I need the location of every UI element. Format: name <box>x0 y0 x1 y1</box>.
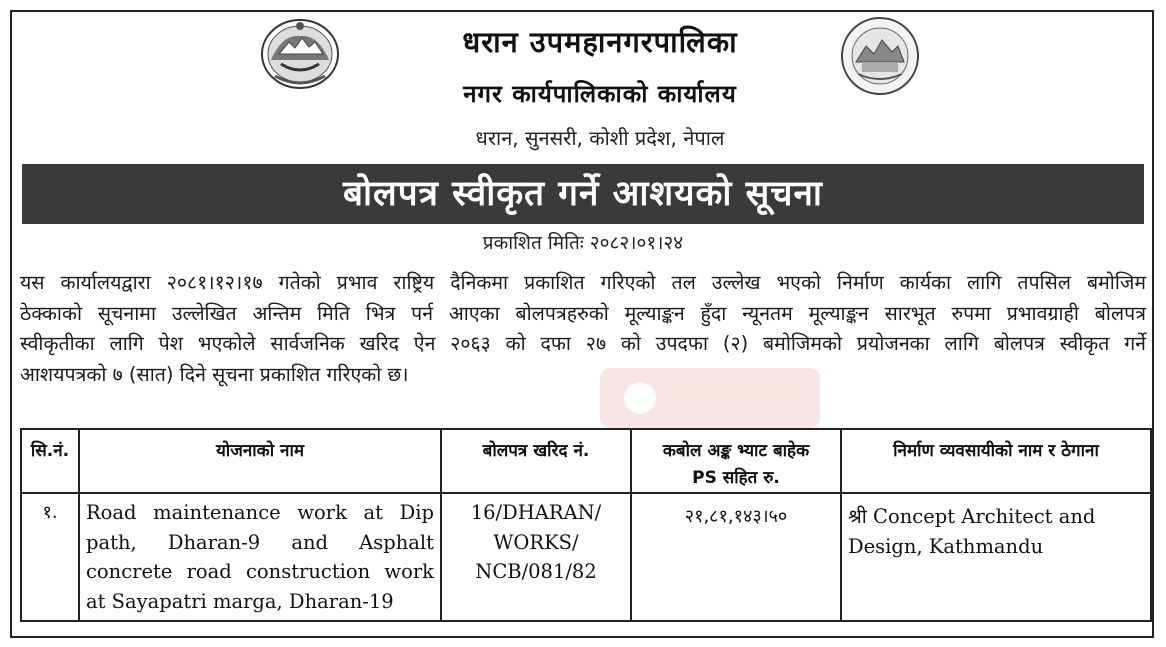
page-subtitle: नगर कार्यपालिकाको कार्यालय <box>463 80 737 108</box>
notice-body-line: स्वीकृतीका लागि पेश भएकोले सार्वजनिक खरिद ऐन २०६३ को दफा २७ को उपदफा (२) बमोजिमको प्रयोजनका लागि बोलपत्र स्वीकृत गर्ने <box>20 332 1146 355</box>
cell-sn: १. <box>21 493 79 621</box>
watermark-icon <box>600 368 820 428</box>
cell-project-name: Road maintenance work at Dip path, Dharan-9 and Asphalt concrete road construction work at Sayapatri marga, Dharan-19 <box>79 493 441 621</box>
notice-body-line: आशयपत्रको ७ (सात) दिने सूचना प्रकाशित गरिएको छ। <box>20 362 409 386</box>
col-header-amount <box>631 429 841 493</box>
notice-body <box>20 268 1146 390</box>
table-header-row <box>21 429 1151 493</box>
col-header-amount-line2: PS सहित रु. <box>692 468 780 488</box>
col-header-project-name: योजनाको नाम <box>79 429 441 493</box>
bid-table <box>20 428 1152 622</box>
published-date: प्रकाशित मितिः २०८२।०१।२४ <box>482 232 684 254</box>
notice-banner: बोलपत्र स्वीकृत गर्ने आशयको सूचना <box>22 164 1144 224</box>
notice-body-line: ठेक्काको सूचनामा उल्लेखित अन्तिम मिति भित्र पर्न आएका बोलपत्रहरुको मूल्याङ्कन हुँदा न्यूनतम मूल्याङ्कन सारभूत रुपमा प्रभावग्राही बोलपत्र <box>20 301 1146 325</box>
col-header-amount-line1: कबोल अङ्क भ्याट बाहेक <box>662 441 810 461</box>
cell-bid-number: 16/DHARAN/ WORKS/ NCB/081/82 <box>441 493 631 621</box>
notice-body-line: यस कार्यालयद्वारा २०८१।१२।१७ गतेको प्रभाव राष्ट्रिय दैनिकमा प्रकाशित गरिएको तल उल्लेख भएको निर्माण कार्यका लागि तपसिल बमोजिम <box>20 271 1146 294</box>
table-row <box>21 493 1151 621</box>
page-title: धरान उपमहानगरपालिका <box>462 25 738 59</box>
col-header-sn: सि.नं. <box>21 429 79 493</box>
dharan-logo-icon <box>838 14 922 98</box>
col-header-bid-number: बोलपत्र खरिद नं. <box>441 429 631 493</box>
cell-amount: २१,८१,१४३।५० <box>631 493 841 621</box>
nepal-emblem-icon <box>257 14 343 94</box>
cell-vendor: श्री Concept Architect and Design, Kathmandu <box>841 493 1151 621</box>
office-address: धरान, सुनसरी, कोशी प्रदेश, नेपाल <box>475 126 725 150</box>
col-header-vendor: निर्माण व्यवसायीको नाम र ठेगाना <box>841 429 1151 493</box>
